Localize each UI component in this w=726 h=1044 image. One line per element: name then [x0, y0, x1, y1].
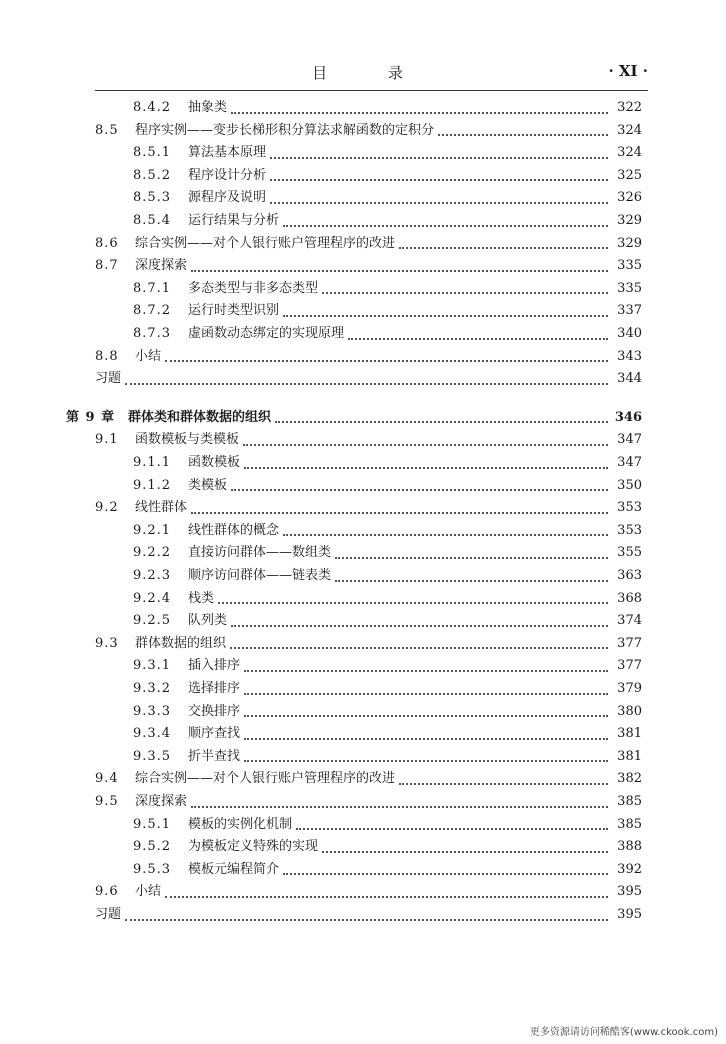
toc-entry-page-number: 325 — [617, 167, 642, 183]
toc-entry-page-number: 324 — [617, 145, 642, 161]
toc-entry-number: 9.3.5 — [133, 748, 172, 764]
toc-entry-number: 8.8 — [95, 348, 119, 364]
toc-entry-number: 8.7.1 — [133, 280, 172, 296]
toc-entry-page-number: 335 — [617, 280, 642, 296]
toc-entry — [133, 520, 642, 542]
toc-entry-number: 9.4 — [95, 771, 119, 787]
dot-leader — [322, 850, 608, 853]
toc-entry-page-number: 326 — [617, 190, 642, 206]
toc-entry-page-number: 381 — [617, 748, 642, 764]
toc-entry — [133, 836, 642, 858]
toc-entry — [133, 97, 642, 119]
toc-entry-page-number: 392 — [617, 861, 642, 877]
toc-entry-page-number: 380 — [617, 703, 642, 719]
toc-entry-page-number: 353 — [617, 522, 642, 538]
toc-entry-number: 9.3.3 — [133, 703, 172, 719]
toc-entry-page-number: 395 — [617, 884, 642, 900]
toc-entry-page-number: 335 — [617, 258, 642, 274]
toc-entry-number: 9.5.2 — [133, 839, 172, 855]
dot-leader — [275, 420, 608, 423]
toc-entry — [95, 904, 642, 926]
dot-leader — [125, 382, 608, 385]
toc-entry — [133, 565, 642, 587]
toc-entry-title: 交换排序 — [188, 703, 241, 719]
dot-leader — [244, 669, 608, 672]
toc-entry — [95, 768, 642, 790]
toc-entry-title: 群体类和群体数据的组织 — [128, 409, 272, 425]
toc-entry-page-number: 343 — [617, 348, 642, 364]
toc-entry-number: 9.1.1 — [133, 455, 172, 470]
dot-leader — [296, 827, 608, 830]
toc-entry-title: 插入排序 — [188, 658, 241, 674]
dot-leader — [191, 805, 608, 808]
toc-entry-title: 运行结果与分析 — [188, 213, 280, 228]
toc-entry — [133, 655, 642, 677]
toc-entry — [95, 120, 642, 142]
toc-entry-page-number: 340 — [617, 326, 642, 341]
toc-entry-title: 习题 — [95, 907, 122, 922]
dot-leader — [283, 224, 608, 227]
toc-entry-number: 9.3.2 — [133, 681, 172, 696]
toc-entry-number: 9.1.2 — [133, 477, 172, 493]
toc-entry-page-number: 355 — [617, 545, 642, 561]
toc-entry — [95, 881, 642, 903]
dot-leader — [438, 133, 608, 136]
toc-entry-number: 9.1 — [95, 432, 119, 448]
dot-leader — [165, 359, 608, 362]
toc-entry-title: 程序实例——变步长梯形积分算法求解函数的定积分 — [135, 122, 435, 138]
dot-leader — [270, 156, 608, 159]
toc-entry-number: 8.6 — [95, 235, 119, 251]
toc-entry-page-number: 337 — [617, 303, 642, 319]
toc-entry-title: 程序设计分析 — [188, 167, 267, 183]
dot-leader — [244, 466, 608, 469]
dot-leader — [283, 314, 608, 317]
dot-leader — [399, 246, 608, 249]
toc-entry — [133, 300, 642, 322]
toc-entry — [133, 542, 642, 564]
toc-entry — [133, 187, 642, 209]
toc-entry-number: 9.5.1 — [133, 816, 172, 832]
toc-entry-number: 9.2 — [95, 500, 119, 516]
toc-entry-number: 8.5.2 — [133, 167, 172, 183]
toc-entry-page-number: 374 — [617, 613, 642, 629]
toc-entry-page-number: 363 — [617, 568, 642, 583]
toc-entry-title: 虚函数动态绑定的实现原理 — [188, 326, 345, 341]
page-header — [95, 62, 648, 88]
toc-entry-page-number: 346 — [614, 409, 642, 425]
toc-entry-page-number: 385 — [617, 794, 642, 809]
toc-entry-page-number: 344 — [617, 371, 642, 387]
toc-entry-number: 9.6 — [95, 884, 119, 900]
toc-entry-number: 8.4.2 — [133, 100, 172, 115]
toc-entry-title: 源程序及说明 — [188, 190, 267, 206]
toc-entry-title: 模板的实例化机制 — [188, 816, 293, 832]
toc-entry-page-number: 388 — [617, 839, 642, 855]
toc-entry-page-number: 350 — [617, 477, 642, 493]
toc-entry-title: 运行时类型识别 — [188, 303, 280, 319]
toc-entry-title: 深度探索 — [135, 258, 188, 274]
toc-entry-number: 9.3 — [95, 635, 119, 651]
toc-entry — [133, 278, 642, 300]
toc-entry-page-number: 377 — [617, 658, 642, 674]
toc-entry-page-number: 382 — [617, 771, 642, 787]
toc-entry-number: 9.3.4 — [133, 726, 172, 742]
toc-entry-title: 函数模板 — [188, 455, 241, 470]
toc-entry — [133, 323, 642, 345]
toc-entry — [133, 746, 642, 768]
toc-entry-number: 9.2.2 — [133, 545, 172, 561]
toc-entry — [95, 233, 642, 255]
toc-entry-page-number: 329 — [617, 235, 642, 251]
dot-leader — [244, 759, 608, 762]
dot-leader — [348, 337, 608, 340]
toc-entry-number: 8.5 — [95, 122, 119, 138]
dot-leader — [244, 714, 608, 717]
dot-leader — [335, 579, 608, 582]
toc-entry-page-number: 381 — [617, 726, 642, 742]
dot-leader — [399, 782, 608, 785]
toc-entry-title: 线性群体的概念 — [188, 522, 280, 538]
toc-entry-title: 模板元编程简介 — [188, 861, 280, 877]
header-divider — [95, 90, 648, 91]
toc-entry-page-number: 329 — [617, 213, 642, 228]
dot-leader — [270, 178, 608, 181]
dot-leader — [270, 201, 608, 204]
dot-leader — [218, 601, 608, 604]
toc-entry-number: 9.2.1 — [133, 522, 172, 538]
toc-entry — [133, 588, 642, 610]
toc-entry-page-number: 353 — [617, 500, 642, 516]
dot-leader — [191, 511, 608, 514]
toc-entry — [95, 255, 642, 277]
toc-entry-title: 习题 — [95, 371, 122, 387]
dot-leader — [335, 556, 608, 559]
toc-entry-title: 抽象类 — [188, 100, 228, 115]
toc-entry-number: 9.3.1 — [133, 658, 172, 674]
dot-leader — [322, 291, 608, 294]
dot-leader — [243, 443, 608, 446]
toc-entry — [95, 429, 642, 451]
header-page-marker: · XI · — [608, 62, 648, 80]
toc-entry-page-number: 368 — [617, 590, 642, 606]
toc-entry-page-number: 395 — [617, 907, 642, 922]
dot-leader — [191, 269, 608, 272]
dot-leader — [283, 533, 608, 536]
toc-entry-number: 第 9 章 — [66, 409, 116, 425]
toc-entry-title: 类模板 — [188, 477, 228, 493]
toc-entry-title: 选择排序 — [188, 681, 241, 696]
toc-entry — [133, 814, 642, 836]
toc-entry-title: 群体数据的组织 — [135, 635, 227, 651]
toc-entry-title: 小结 — [135, 884, 162, 900]
toc-entry-title: 深度探索 — [135, 794, 188, 809]
toc-entry-title: 多态类型与非多态类型 — [188, 280, 319, 296]
toc-entry — [133, 859, 642, 881]
toc-entry-title: 函数模板与类模板 — [135, 432, 240, 448]
header-title: 目 录 — [312, 64, 431, 82]
footer-watermark-text: 更多资源请访问稀酷客(www.ckook.com) — [529, 1027, 718, 1038]
toc-entry — [95, 633, 642, 655]
toc-entry-title: 综合实例——对个人银行账户管理程序的改进 — [135, 771, 396, 787]
dot-leader — [244, 737, 608, 740]
dot-leader — [230, 646, 608, 649]
toc-entry-number: 8.5.4 — [133, 213, 172, 228]
toc-entry — [133, 475, 642, 497]
toc-entry-title: 直接访问群体——数组类 — [188, 545, 332, 561]
toc-entry-number: 9.5 — [95, 794, 119, 809]
toc-entry — [133, 723, 642, 745]
toc-entry-title: 栈类 — [188, 590, 215, 606]
toc-entry-number: 8.5.1 — [133, 145, 172, 161]
toc-entry-page-number: 379 — [617, 681, 642, 696]
toc-entry-title: 顺序访问群体——链表类 — [188, 568, 332, 583]
toc-entry-page-number: 347 — [617, 455, 642, 470]
toc-entry — [133, 142, 642, 164]
toc-entry — [133, 452, 642, 474]
toc-entry-page-number: 322 — [617, 100, 642, 115]
toc-entry-title: 综合实例——对个人银行账户管理程序的改进 — [135, 235, 396, 251]
dot-leader — [165, 895, 608, 898]
toc-entry-number: 8.7 — [95, 258, 119, 274]
toc-entry-number: 9.5.3 — [133, 861, 172, 877]
toc-entry-title: 算法基本原理 — [188, 145, 267, 161]
toc-entry — [95, 497, 642, 519]
toc-entry-title: 为模板定义特殊的实现 — [188, 839, 319, 855]
toc-entry-number: 9.2.3 — [133, 568, 172, 583]
dot-leader — [283, 872, 608, 875]
toc-entry — [95, 346, 642, 368]
dot-leader — [125, 918, 608, 921]
toc-entry-title: 线性群体 — [135, 500, 188, 516]
toc-entry-page-number: 385 — [617, 816, 642, 832]
toc-entry-page-number: 347 — [617, 432, 642, 448]
toc-entry-title: 顺序查找 — [188, 726, 241, 742]
toc-entry — [133, 678, 642, 700]
toc-entry — [133, 701, 642, 723]
toc-entry-number: 8.5.3 — [133, 190, 172, 206]
toc-entry-number: 9.2.4 — [133, 590, 172, 606]
toc-entry-title: 小结 — [135, 348, 162, 364]
toc-entry — [133, 165, 642, 187]
toc-entry — [133, 210, 642, 232]
dot-leader — [231, 624, 608, 627]
toc-entry-page-number: 324 — [617, 122, 642, 138]
toc-entry — [95, 791, 642, 813]
dot-leader — [231, 488, 608, 491]
toc-entry — [133, 610, 642, 632]
toc-entry-title: 折半查找 — [188, 748, 241, 764]
dot-leader — [244, 692, 608, 695]
toc-entry-title: 队列类 — [188, 613, 228, 629]
toc-entry — [95, 368, 642, 390]
toc-entry-number: 8.7.2 — [133, 303, 172, 319]
toc-entry — [66, 407, 642, 429]
toc-entry-number: 9.2.5 — [133, 613, 172, 629]
dot-leader — [231, 111, 608, 114]
toc-entry-page-number: 377 — [617, 635, 642, 651]
toc-entry-number: 8.7.3 — [133, 326, 172, 341]
